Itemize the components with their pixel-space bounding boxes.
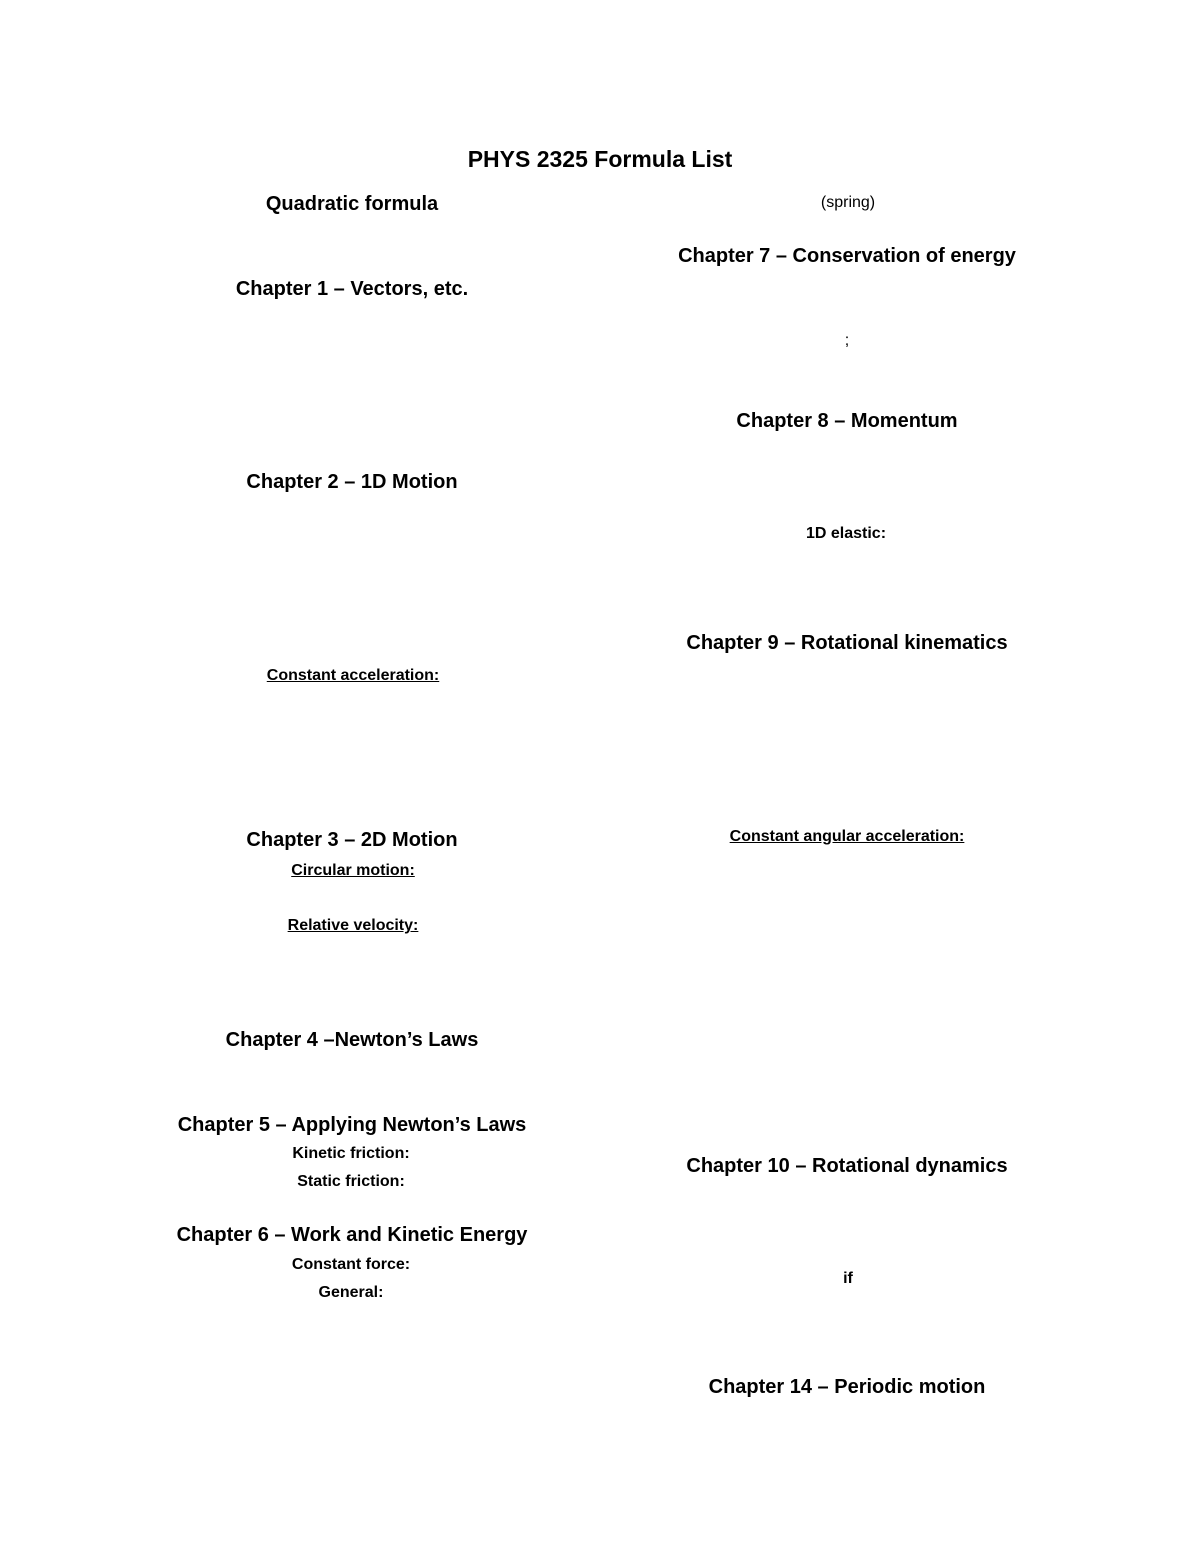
- semicolon-label: ;: [844, 332, 850, 349]
- static-friction-label: Static friction:: [297, 1173, 405, 1190]
- chapter-3-heading: Chapter 3 – 2D Motion: [246, 829, 458, 851]
- spring-label: (spring): [820, 194, 876, 211]
- elastic-label: 1D elastic:: [805, 525, 887, 542]
- relative-velocity-label: Relative velocity:: [287, 917, 419, 934]
- constant-angular-acceleration-label: Constant angular acceleration:: [729, 828, 965, 845]
- if-label: if: [843, 1270, 853, 1287]
- kinetic-friction-label: Kinetic friction:: [292, 1145, 410, 1162]
- circular-motion-label: Circular motion:: [291, 862, 415, 879]
- chapter-9-heading: Chapter 9 – Rotational kinematics: [686, 632, 1008, 654]
- chapter-4-heading: Chapter 4 –Newton’s Laws: [225, 1029, 479, 1051]
- chapter-7-heading: Chapter 7 – Conservation of energy: [678, 245, 1016, 267]
- page-title: PHYS 2325 Formula List: [467, 146, 733, 172]
- chapter-2-heading: Chapter 2 – 1D Motion: [246, 471, 458, 493]
- chapter-14-heading: Chapter 14 – Periodic motion: [708, 1376, 986, 1398]
- chapter-5-heading: Chapter 5 – Applying Newton’s Laws: [177, 1114, 527, 1136]
- constant-acceleration-label: Constant acceleration:: [266, 667, 440, 684]
- chapter-10-heading: Chapter 10 – Rotational dynamics: [686, 1155, 1008, 1177]
- general-label: General:: [318, 1284, 384, 1301]
- quadratic-formula-heading: Quadratic formula: [265, 193, 439, 215]
- constant-force-label: Constant force:: [291, 1256, 411, 1273]
- chapter-6-heading: Chapter 6 – Work and Kinetic Energy: [176, 1224, 528, 1246]
- chapter-8-heading: Chapter 8 – Momentum: [736, 410, 958, 432]
- chapter-1-heading: Chapter 1 – Vectors, etc.: [235, 278, 469, 300]
